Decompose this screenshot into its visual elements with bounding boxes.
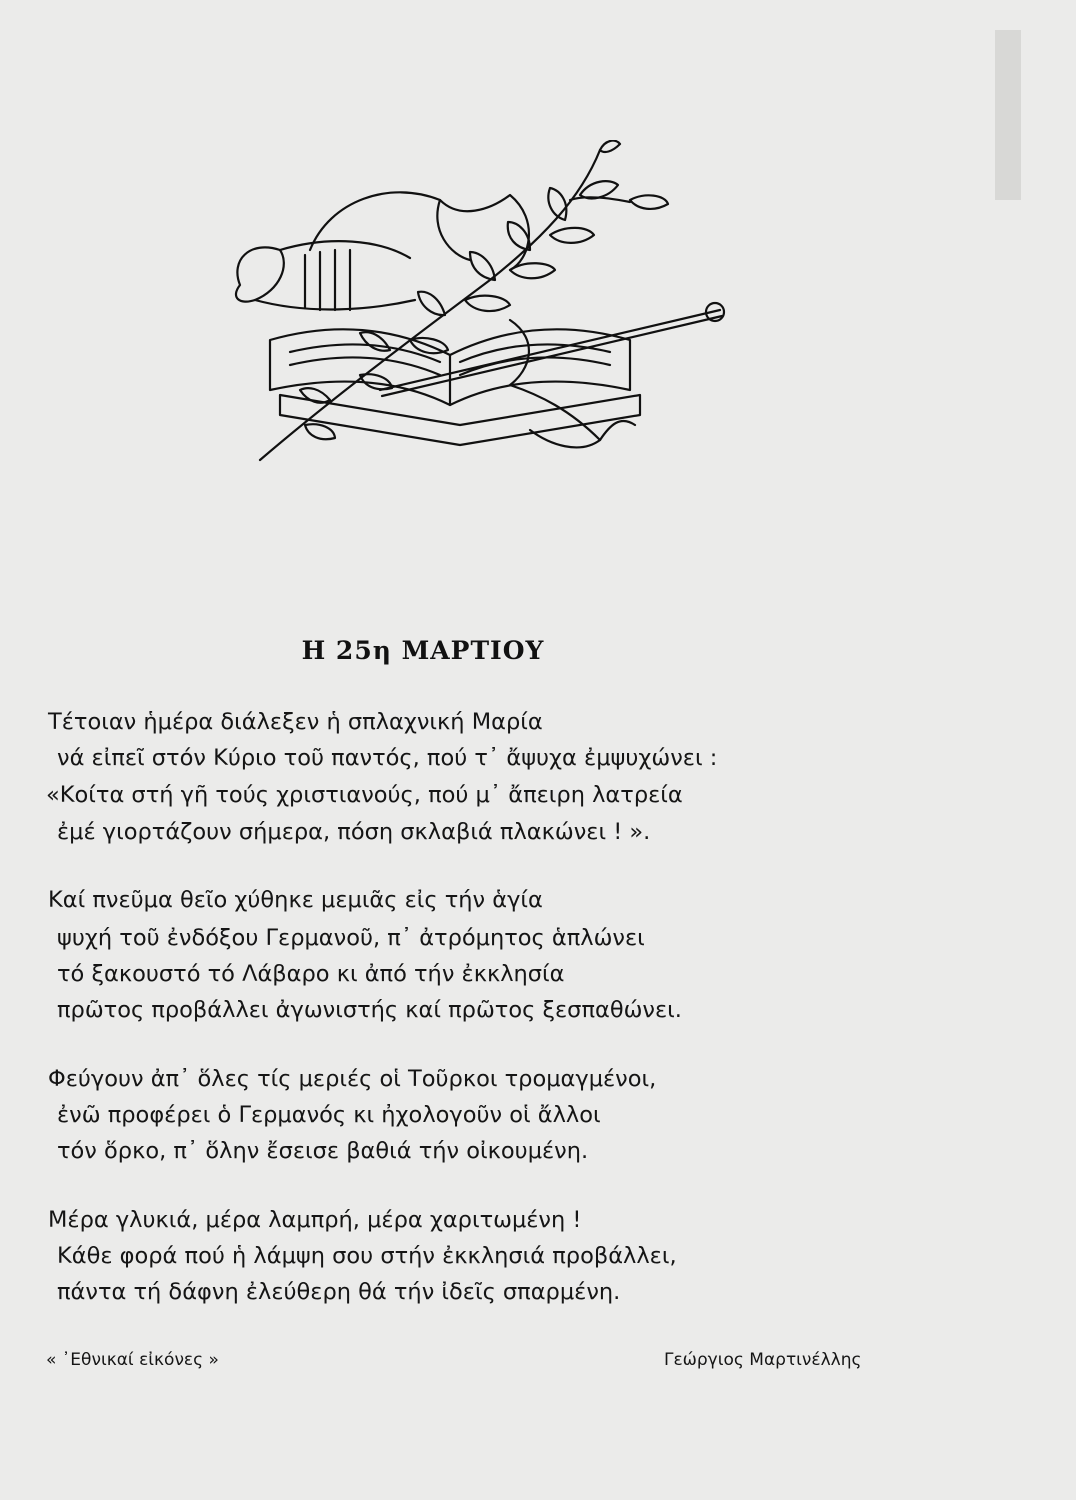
poem-line: «Κοίτα στή γῆ τούς χριστιανούς, πού μ᾽ ἄπειρη λατρεία [46, 782, 683, 808]
poem-line: τόν ὅρκο, π᾽ ὅλην ἔσεισε βαθιά τήν οἰκουμένη. [57, 1138, 589, 1164]
poem-line: ἐμέ γιορτάζουν σήμερα, πόση σκλαβιά πλακώνει ! ». [57, 819, 651, 845]
poem-line: τό ξακουστό τό Λάβαρο κι ἀπό τήν ἐκκλησία [57, 961, 565, 987]
poem-line: ἐνῶ προφέρει ὁ Γερμανός κι ἠχολογοῦν οἱ ἄλλοι [57, 1102, 601, 1128]
olive-branch-book-horn-icon [210, 140, 730, 480]
source-citation: « ᾽Εθνικαί εἰκόνες » [46, 1350, 219, 1370]
poem-line: πάντα τή δάφνη ἐλεύθερη θά τήν ἰδεῖς σπαρμένη. [57, 1279, 621, 1305]
poem-line: Τέτοιαν ἡμέρα διάλεξεν ἡ σπλαχνική Μαρία [48, 709, 543, 735]
poem-line: ψυχή τοῦ ἐνδόξου Γερμανοῦ, π᾽ ἀτρόμητος ἁπλώνει [57, 925, 645, 951]
page-edge-shadow [995, 30, 1021, 200]
poem-line: νά εἰπεῖ στόν Κύριο τοῦ παντός, πού τ᾽ ἄψυχα ἐμψυχώνει : [57, 745, 718, 771]
poem-line: Καί πνεῦμα θεῖο χύθηκε μεμιᾶς εἰς τήν ἁγία [48, 887, 543, 913]
author-name: Γεώργιος Μαρτινέλλης [664, 1350, 862, 1370]
page-title: Η 25η ΜΑΡΤΙΟΥ [301, 636, 545, 665]
poem-line: Μέρα γλυκιά, μέρα λαμπρή, μέρα χαριτωμένη ! [48, 1207, 582, 1233]
poem-line: Κάθε φορά πού ἡ λάμψη σου στήν ἐκκλησιά προβάλλει, [57, 1243, 677, 1269]
poem-line: Φεύγουν ἀπ᾽ ὅλες τίς μεριές οἱ Τοῦρκοι τρομαγμένοι, [48, 1066, 657, 1092]
poem-line: πρῶτος προβάλλει ἀγωνιστής καί πρῶτος ξεσπαθώνει. [57, 997, 682, 1023]
